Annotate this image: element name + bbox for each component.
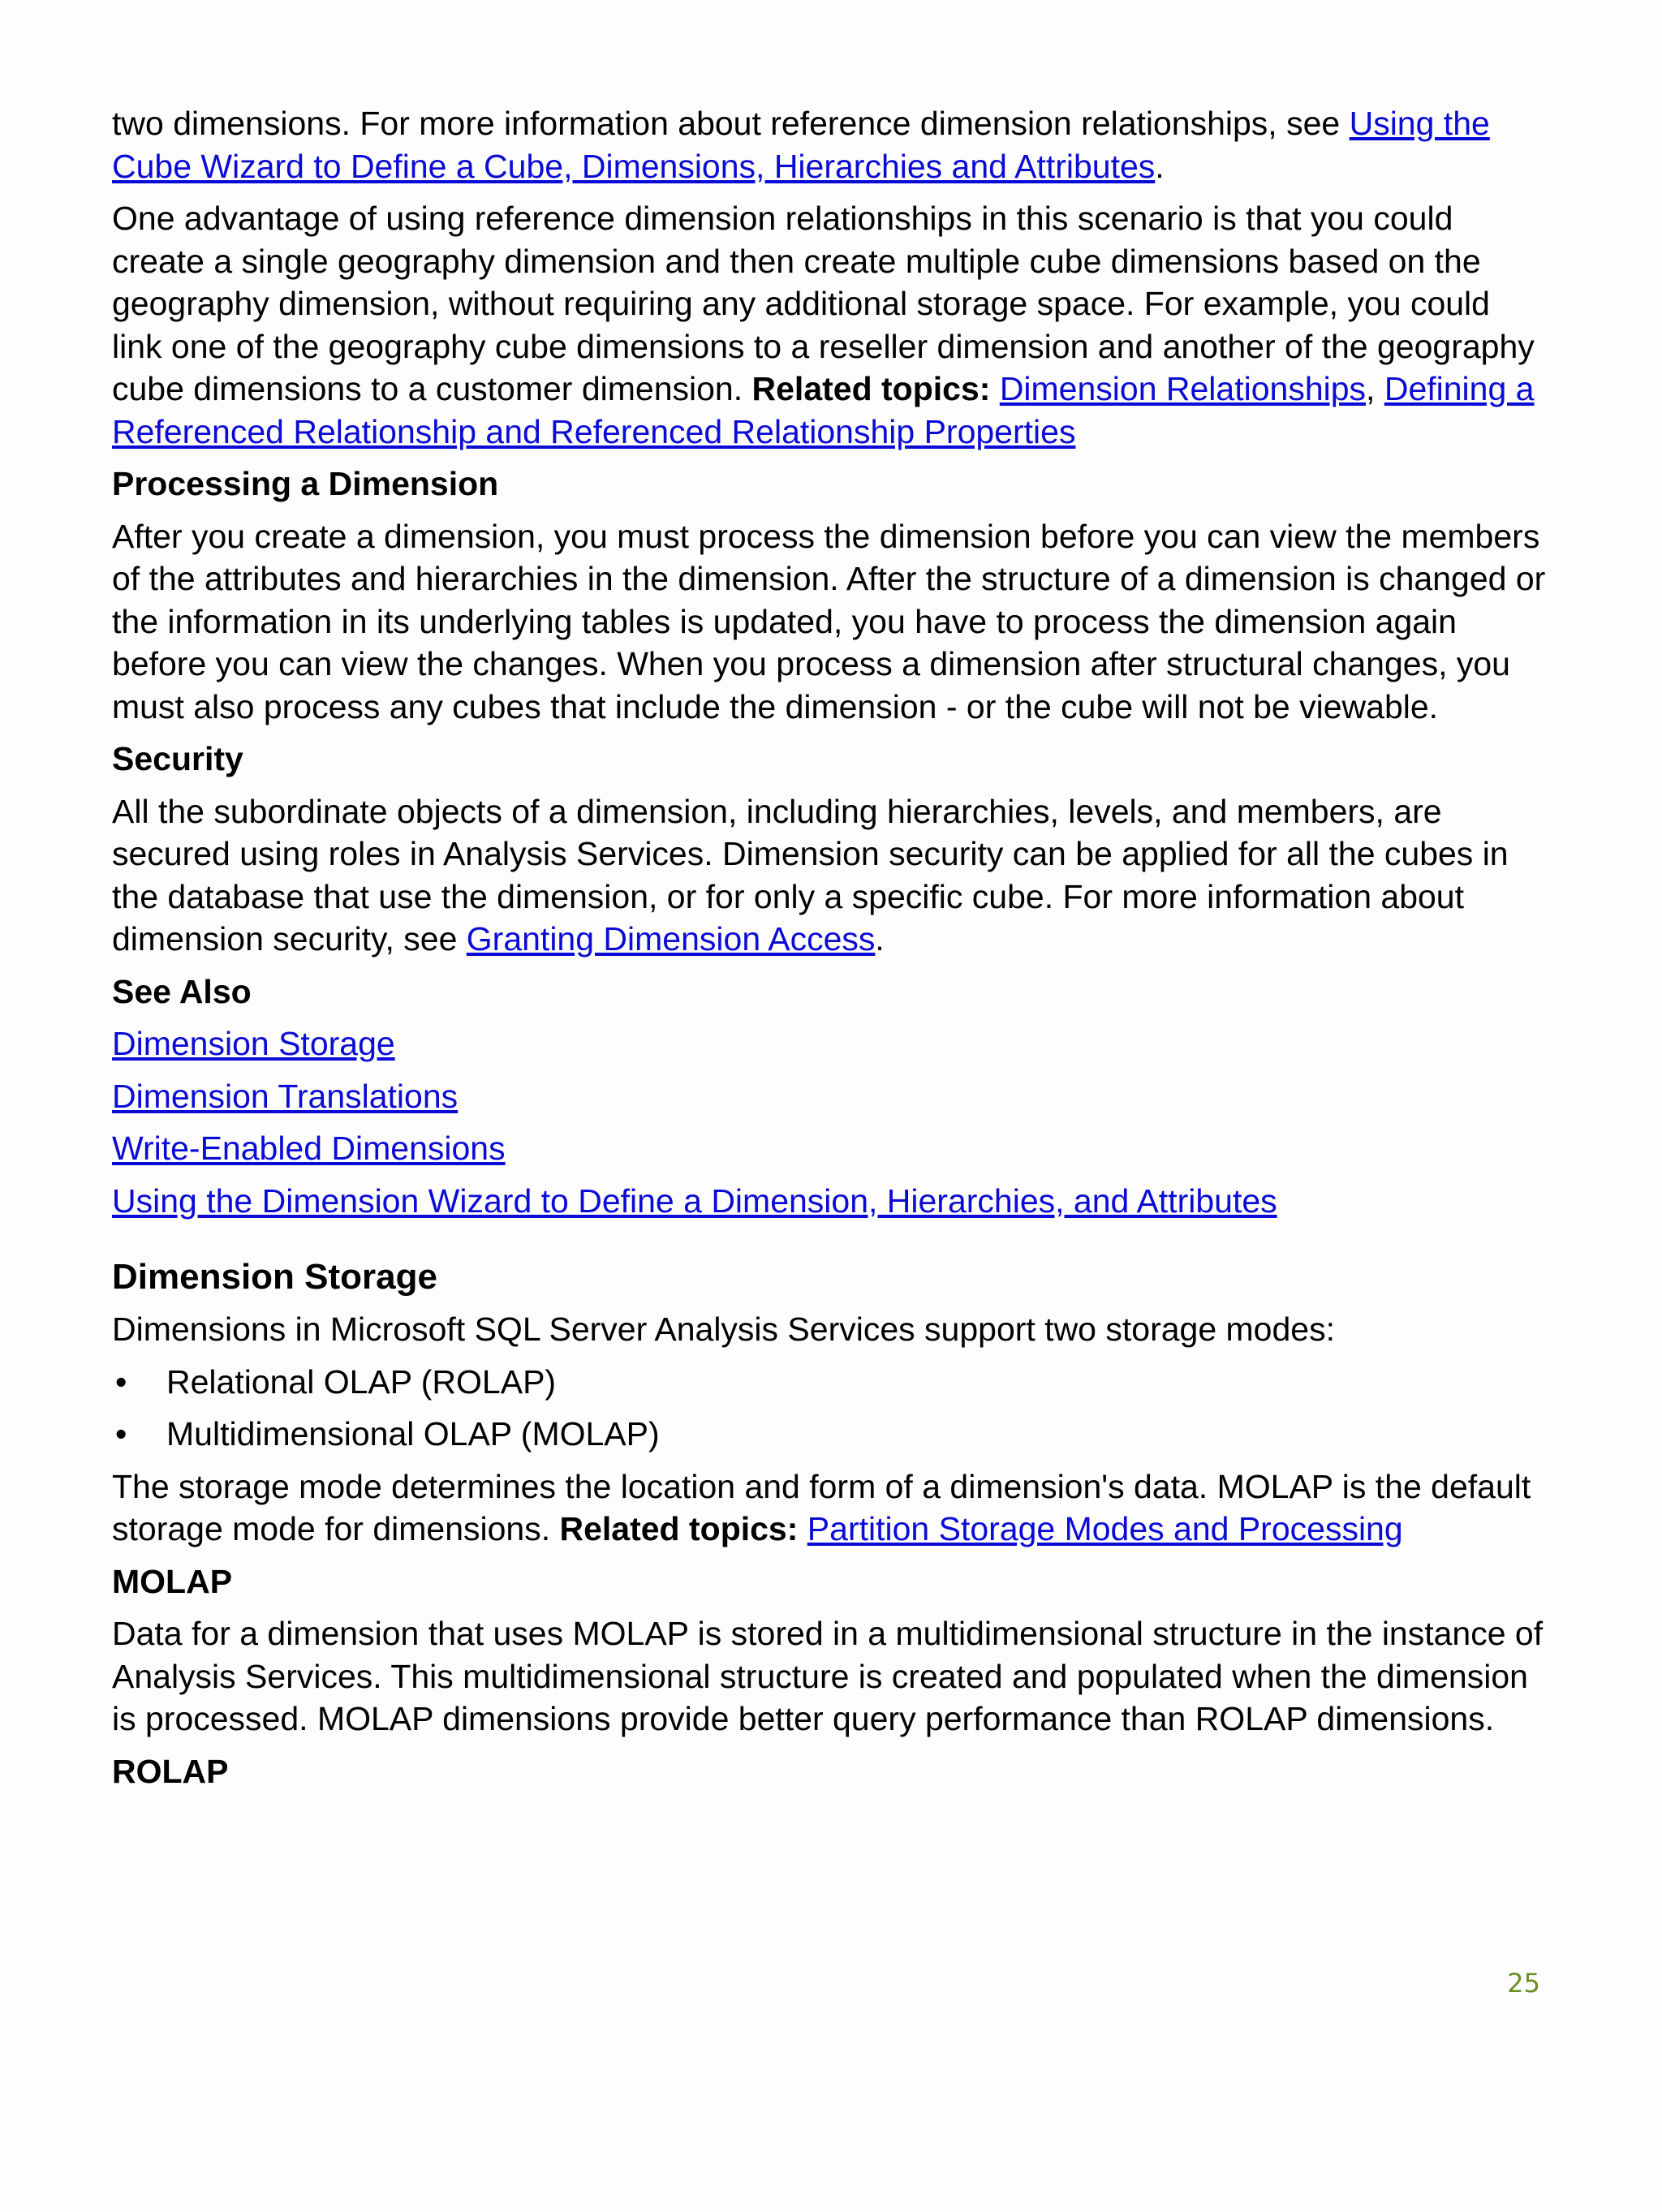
page-number: 25	[1507, 1968, 1540, 1999]
intro-paragraph-1-end: .	[1155, 147, 1165, 185]
link-dimension-translations[interactable]: Dimension Translations	[112, 1077, 459, 1115]
see-also-item	[112, 1075, 1548, 1118]
link-defining-referenced-relationship[interactable]: Defining a Referenced Relationship and Referenced Relationship Properties	[112, 370, 1535, 450]
security-body-text: All the subordinate objects of a dimension, including hierarchies, levels, and members, are secured using roles in Analysis Services. Dimension security can be applied for all the cubes in the database that use the dimension, or for only a specific cube. For more information about dimension security, see	[112, 792, 1509, 958]
link-granting-dimension-access[interactable]: Granting Dimension Access	[466, 920, 876, 958]
molap-body: Data for a dimension that uses MOLAP is stored in a multidimensional structure in the instance of Analysis Services. This multidimensional structure is created and populated when the dimension is processed. MOLAP dimensions provide better query performance than ROLAP dimensions.	[112, 1615, 1544, 1737]
see-also-item	[112, 1127, 1548, 1170]
link-write-enabled-dimensions[interactable]: Write-Enabled Dimensions	[112, 1130, 506, 1167]
see-also-item	[112, 1180, 1548, 1223]
dimension-storage-heading: Dimension Storage	[112, 1257, 437, 1297]
processing-heading: Processing a Dimension	[112, 465, 499, 502]
security-heading: Security	[112, 740, 243, 777]
intro-paragraph-1	[112, 102, 1548, 187]
link-dimension-storage[interactable]: Dimension Storage	[112, 1025, 395, 1062]
intro-paragraph-2-text: One advantage of using reference dimension relationships in this scenario is that you could create a single geography dimension and then create multiple cube dimensions based on the geography dimension, without requiring any additional storage space. For example, you could link one of the geography cube dimensions to a reseller dimension and another of the geography cube dimensions to a customer dimension.	[112, 200, 1535, 407]
dimension-storage-intro: Dimensions in Microsoft SQL Server Analysis Services support two storage modes:	[112, 1310, 1335, 1348]
security-body	[112, 790, 1548, 961]
storage-mode-paragraph	[112, 1465, 1548, 1551]
link-dimension-relationships[interactable]: Dimension Relationships	[999, 370, 1367, 407]
intro-paragraph-2	[112, 197, 1548, 453]
link-cube-wizard[interactable]: Using the Cube Wizard to Define a Cube, Dimensions, Hierarchies and Attributes	[112, 105, 1490, 185]
storage-mode-text: The storage mode determines the location and form of a dimension's data. MOLAP is the default storage mode for dimensions.	[112, 1467, 1531, 1547]
related-topics-label: Related topics:	[751, 370, 991, 407]
list-item: • Relational OLAP (ROLAP)	[112, 1361, 1548, 1404]
link-separator: ,	[1366, 370, 1384, 407]
storage-modes-list	[112, 1361, 1548, 1456]
security-body-end: .	[875, 920, 885, 958]
see-also-item	[112, 1022, 1548, 1065]
link-dimension-wizard[interactable]: Using the Dimension Wizard to Define a Dimension, Hierarchies, and Attributes	[112, 1181, 1277, 1220]
list-item: • Multidimensional OLAP (MOLAP)	[112, 1413, 1548, 1456]
rolap-heading: ROLAP	[112, 1752, 229, 1790]
link-partition-storage-modes[interactable]: Partition Storage Modes and Processing	[807, 1510, 1403, 1547]
processing-body: After you create a dimension, you must process the dimension before you can view the members of the attributes and hierarchies in the dimension. After the structure of a dimension is changed or the information in its underlying tables is updated, you have to process the dimension again before you can view the changes. When you process a dimension after structural changes, you must also process any cubes that include the dimension - or the cube will not be viewable.	[112, 517, 1546, 725]
molap-heading: MOLAP	[112, 1562, 233, 1600]
see-also-heading: See Also	[112, 972, 252, 1010]
related-topics-label: Related topics:	[559, 1510, 799, 1547]
document-page	[112, 102, 1548, 1802]
intro-paragraph-1-text: two dimensions. For more information about reference dimension relationships, see	[112, 105, 1350, 142]
